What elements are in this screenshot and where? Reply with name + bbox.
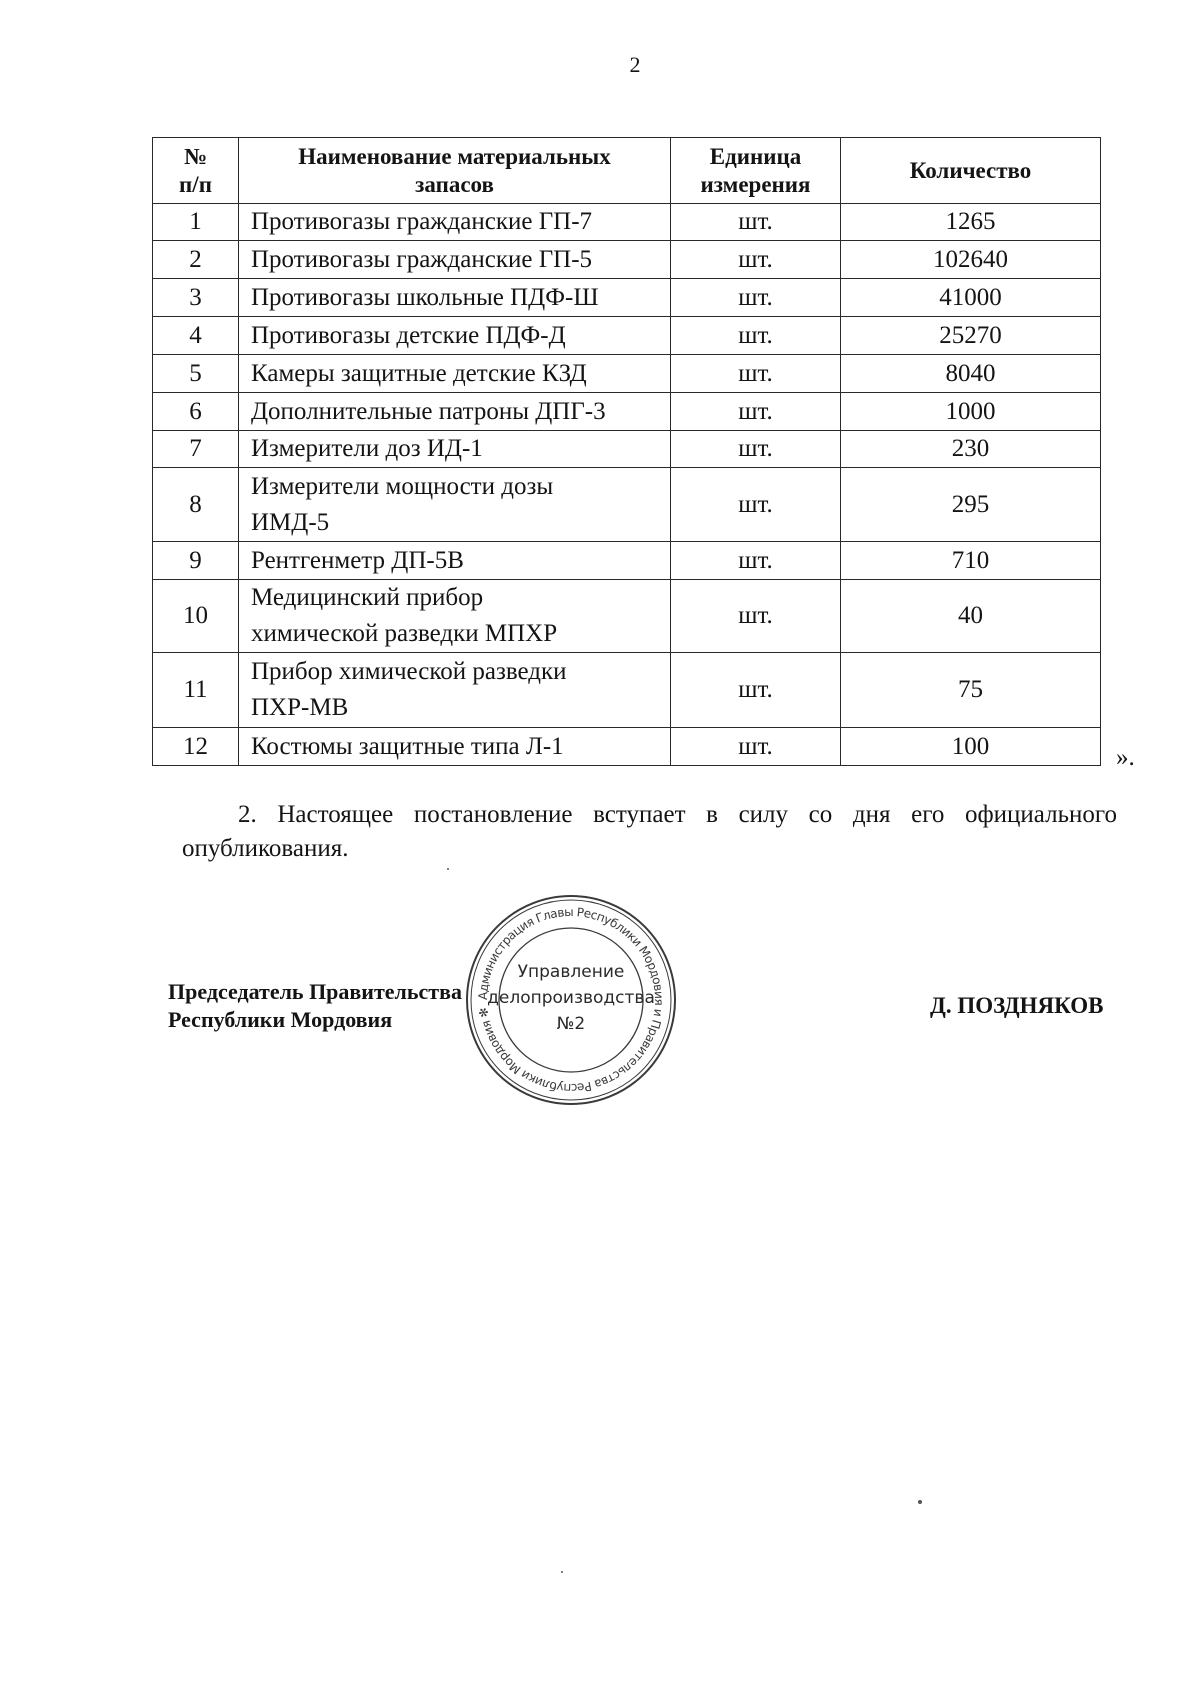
item-quantity: 75 (841, 653, 1101, 728)
item-name (239, 393, 671, 431)
table-row (153, 355, 1101, 393)
item-name-line: Противогазы гражданские ГП-5 (251, 245, 593, 273)
signatory-title (168, 978, 462, 1034)
table-row (153, 241, 1101, 279)
inventory-table (152, 137, 1101, 766)
row-number: 10 (153, 580, 239, 653)
row-number: 2 (153, 241, 239, 279)
item-quantity: 1265 (841, 204, 1101, 241)
signatory-title-line1: Председатель Правительства (168, 979, 462, 1004)
item-quantity: 1000 (841, 393, 1101, 431)
item-unit: шт. (671, 204, 841, 241)
item-name (239, 653, 671, 728)
header-name-line2: запасов (415, 171, 494, 197)
table-row (153, 204, 1101, 241)
table-row (153, 542, 1101, 580)
item-name-line: ПХР-МВ (251, 694, 349, 721)
item-name-line: Рентгенметр ДП-5В (251, 546, 464, 574)
closing-quote: ». (1116, 744, 1135, 771)
header-num-line2: п/п (179, 171, 212, 197)
item-quantity: 8040 (841, 355, 1101, 393)
item-name-line: Противогазы детские ПДФ-Д (251, 321, 566, 349)
header-num-line1: № (183, 143, 208, 169)
item-name-line: Прибор химической разведки (251, 658, 567, 685)
table-body (153, 204, 1101, 766)
row-number: 8 (153, 468, 239, 542)
item-unit: шт. (671, 317, 841, 355)
paragraph-line-1: 2. Настоящее постановление вступает в силу со дня его официального (238, 801, 1117, 828)
row-number: 12 (153, 728, 239, 766)
item-name (239, 431, 671, 468)
table-header-row (153, 138, 1101, 204)
item-name-line: Измерители доз ИД-1 (251, 435, 483, 462)
row-number: 6 (153, 393, 239, 431)
item-name-line: Противогазы школьные ПДФ-Ш (251, 283, 599, 311)
stamp-ring-text: Администрация Главы Республики Мордовия и Правительства Республики Мордовия ✻ (475, 904, 667, 1096)
item-name-line: Камеры защитные детские КЗД (251, 359, 587, 387)
stamp-line-3: №2 (556, 1014, 586, 1034)
item-name-line: ИМД-5 (251, 508, 330, 536)
stamp-line-2: делопроизводства (487, 988, 655, 1008)
scan-speck (918, 1500, 922, 1504)
signatory-name: Д. ПОЗДНЯКОВ (930, 993, 1104, 1018)
stamp-line-1: Управление (517, 962, 625, 982)
header-name-line1: Наименование материальных (298, 143, 611, 169)
page-number: 2 (629, 52, 641, 77)
row-number: 3 (153, 279, 239, 317)
header-unit-line1: Единица (709, 143, 802, 169)
item-unit: шт. (671, 728, 841, 766)
item-name (239, 728, 671, 766)
header-qty: Количество (841, 138, 1101, 204)
table-row (153, 728, 1101, 766)
item-name-line: Измерители мощности дозы (251, 472, 554, 500)
item-quantity: 230 (841, 431, 1101, 468)
item-quantity: 710 (841, 542, 1101, 580)
row-number: 1 (153, 204, 239, 241)
table-row (153, 653, 1101, 728)
item-name (239, 542, 671, 580)
item-quantity: 25270 (841, 317, 1101, 355)
item-name (239, 355, 671, 393)
item-unit: шт. (671, 542, 841, 580)
item-name (239, 279, 671, 317)
item-name (239, 204, 671, 241)
item-unit: шт. (671, 653, 841, 728)
item-unit: шт. (671, 431, 841, 468)
paragraph-line-2: опубликования. (182, 835, 349, 862)
scan-speck (447, 868, 449, 870)
table-row (153, 317, 1101, 355)
item-quantity: 102640 (841, 241, 1101, 279)
signatory-title-line2: Республики Мордовия (168, 1007, 393, 1032)
scan-speck (561, 1571, 563, 1573)
item-quantity: 41000 (841, 279, 1101, 317)
row-number: 7 (153, 431, 239, 468)
header-unit-line2: измерения (700, 171, 811, 197)
header-name (239, 138, 671, 204)
item-name-line: Дополнительные патроны ДПГ-3 (251, 397, 606, 425)
item-name-line: Костюмы защитные типа Л-1 (251, 732, 564, 760)
header-unit (671, 138, 841, 204)
table-row (153, 468, 1101, 542)
row-number: 11 (153, 653, 239, 728)
table-row (153, 279, 1101, 317)
item-quantity: 40 (841, 580, 1101, 653)
item-name-line: химической разведки МПХР (251, 620, 558, 647)
row-number: 4 (153, 317, 239, 355)
item-unit: шт. (671, 580, 841, 653)
item-quantity: 295 (841, 468, 1101, 542)
item-quantity: 100 (841, 728, 1101, 766)
item-unit: шт. (671, 241, 841, 279)
row-number: 9 (153, 542, 239, 580)
item-unit: шт. (671, 355, 841, 393)
item-unit: шт. (671, 468, 841, 542)
item-name (239, 241, 671, 279)
item-unit: шт. (671, 279, 841, 317)
paragraph-2 (182, 798, 1117, 866)
table-row (153, 393, 1101, 431)
item-name-line: Противогазы гражданские ГП-7 (251, 208, 593, 235)
row-number: 5 (153, 355, 239, 393)
official-stamp (462, 891, 680, 1109)
table-row (153, 431, 1101, 468)
header-num (153, 138, 239, 204)
item-name (239, 317, 671, 355)
item-name (239, 580, 671, 653)
item-unit: шт. (671, 393, 841, 431)
item-name (239, 468, 671, 542)
item-name-line: Медицинский прибор (251, 584, 484, 611)
table-row (153, 580, 1101, 653)
